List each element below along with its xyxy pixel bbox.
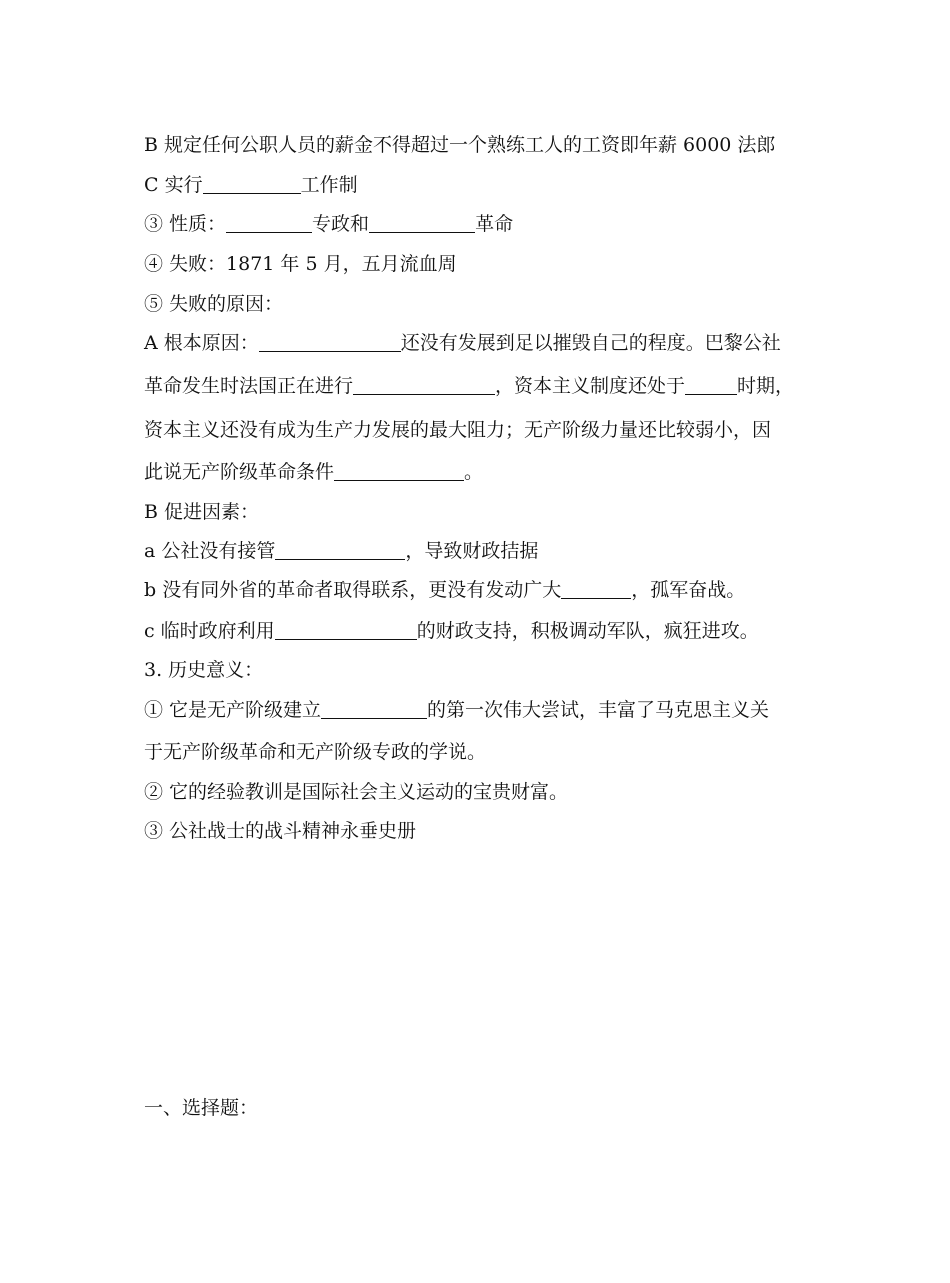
text-segment: a 公社没有接管 xyxy=(144,540,276,562)
text-segment: 的第一次伟大尝试，丰富了马克思主义关 xyxy=(427,699,770,721)
text-line xyxy=(144,292,283,316)
fill-blank[interactable] xyxy=(203,175,301,194)
text-line xyxy=(144,619,759,643)
fill-blank[interactable] xyxy=(334,462,464,481)
text-line xyxy=(144,418,771,442)
text-segment: 时期， xyxy=(737,375,795,397)
text-line xyxy=(144,173,358,197)
text-segment: ② 它的经验教训是国际社会主义运动的宝贵财富。 xyxy=(144,781,569,803)
text-segment: 。 xyxy=(464,461,484,483)
fill-blank[interactable] xyxy=(321,700,427,719)
text-line xyxy=(144,500,259,524)
text-segment: ，孤军奋战。 xyxy=(631,579,746,601)
text-segment: ③ 性质： xyxy=(144,213,227,235)
text-line xyxy=(144,331,781,355)
text-segment: 3. 历史意义： xyxy=(144,659,264,681)
text-segment: C 实行 xyxy=(144,174,203,196)
text-line xyxy=(144,539,538,563)
text-line xyxy=(144,252,457,276)
text-segment: B 规定任何公职人员的薪金不得超过一个熟练工人的工资即年薪 6000 法郎 xyxy=(144,134,776,156)
fill-blank[interactable] xyxy=(561,580,631,599)
text-line xyxy=(144,460,483,484)
fill-blank[interactable] xyxy=(369,214,475,233)
text-segment: c 临时政府利用 xyxy=(144,620,275,642)
text-segment: 此说无产阶级革命条件 xyxy=(144,461,335,483)
text-segment: 资本主义还没有成为生产力发展的最大阻力；无产阶级力量还比较弱小，因 xyxy=(144,419,772,441)
text-line xyxy=(144,578,745,602)
fill-blank[interactable] xyxy=(275,621,417,640)
text-segment: ，资本主义制度还处于 xyxy=(495,375,686,397)
fill-blank[interactable] xyxy=(685,376,737,395)
text-line xyxy=(144,698,769,722)
fill-blank[interactable] xyxy=(275,541,405,560)
text-segment: 于无产阶级革命和无产阶级专政的学说。 xyxy=(144,741,487,763)
text-segment: ⑤ 失败的原因： xyxy=(144,293,284,315)
text-segment: ③ 公社战士的战斗精神永垂史册 xyxy=(144,820,417,842)
text-line xyxy=(144,374,794,398)
text-segment: A 根本原因： xyxy=(144,332,259,354)
text-segment: 一、选择题： xyxy=(144,1097,259,1119)
section-heading xyxy=(144,658,263,682)
text-line xyxy=(144,819,416,843)
section-heading xyxy=(144,1096,258,1120)
text-segment: B 促进因素： xyxy=(144,501,260,523)
text-segment: ，导致财政拮据 xyxy=(405,540,539,562)
text-line xyxy=(144,212,513,236)
text-segment: 专政和 xyxy=(312,213,370,235)
text-segment: 还没有发展到足以摧毁自己的程度。巴黎公社 xyxy=(400,332,781,354)
text-line xyxy=(144,780,568,804)
text-segment: 工作制 xyxy=(300,174,358,196)
text-segment: 革命发生时法国正在进行 xyxy=(144,375,354,397)
text-segment: b 没有同外省的革命者取得联系，更没有发动广大 xyxy=(144,579,562,601)
text-line xyxy=(144,740,486,764)
text-segment: 革命 xyxy=(475,213,514,235)
text-segment: 的财政支持，积极调动军队，疯狂进攻。 xyxy=(416,620,759,642)
text-segment: ④ 失败：1871 年 5 月，五月流血周 xyxy=(144,253,457,275)
fill-blank[interactable] xyxy=(353,376,495,395)
fill-blank[interactable] xyxy=(226,214,312,233)
fill-blank[interactable] xyxy=(259,333,401,352)
text-segment: ① 它是无产阶级建立 xyxy=(144,699,322,721)
text-line xyxy=(144,133,775,157)
